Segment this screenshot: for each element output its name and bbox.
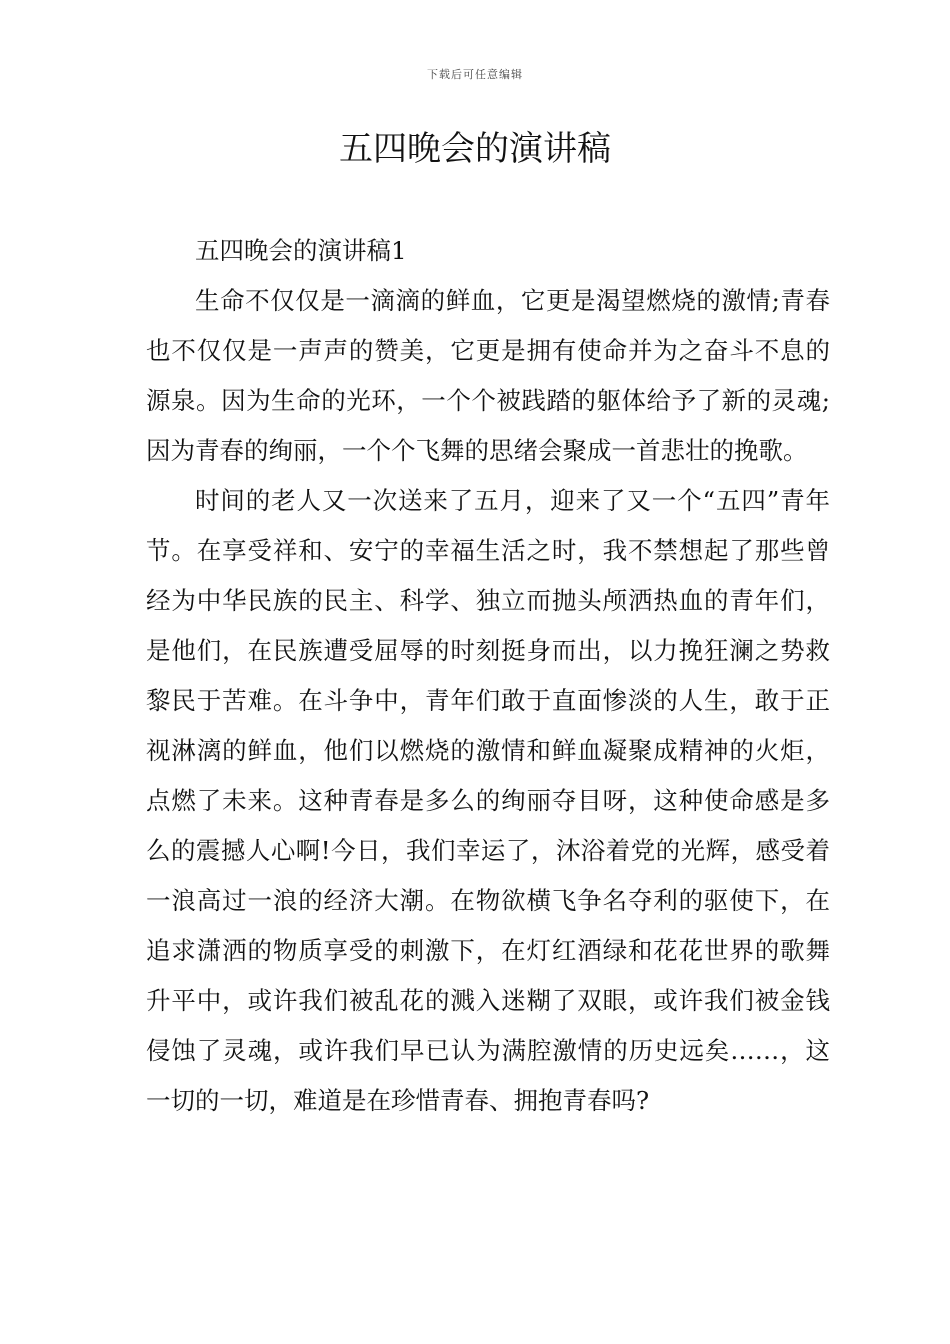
section-heading: 五四晚会的演讲稿1 xyxy=(195,236,407,265)
paragraph-2: 时间的老人又一次送来了五月，迎来了又一个“五四”青年节。在享受祥和、安宁的幸福生活之时，我不禁想起了那些曾经为中华民族的民主、科学、独立而抛头颅洒热血的青年们，是他们，在民族遭受屈辱的时刻挺身而出，以力挽狂澜之势救黎民于苦难。在斗争中，青年们敢于直面惨淡的人生，敢于正视淋漓的鲜血，他们以燃烧的激情和鲜血凝聚成精神的火炬，点燃了未来。这种青春是多么的绚丽夺目呀，这种使命感是多么的震撼人心啊!今日，我们幸运了，沐浴着党的光辉，感受着一浪高过一浪的经济大潮。在物欲横飞争名夺利的驱使下，在追求潇洒的物质享受的刺激下，在灯红酒绿和花花世界的歌舞升平中，或许我们被乱花的溅入迷糊了双眼，或许我们被金钱侵蚀了灵魂，或许我们早已认为满腔激情的历史远矣……，这一切的一切，难道是在珍惜青春、拥抱青春吗? xyxy=(146,486,830,1115)
document-title: 五四晚会的演讲稿 xyxy=(339,129,611,169)
document-body xyxy=(146,226,830,1126)
header-note: 下载后可任意编辑 xyxy=(427,68,523,81)
paragraph-1: 生命不仅仅是一滴滴的鲜血，它更是渴望燃烧的激情;青春也不仅仅是一声声的赞美，它更是拥有使命并为之奋斗不息的源泉。因为生命的光环，一个个被践踏的躯体给予了新的灵魂;因为青春的绚丽，一个个飞舞的思绪会聚成一首悲壮的挽歌。 xyxy=(146,286,830,465)
